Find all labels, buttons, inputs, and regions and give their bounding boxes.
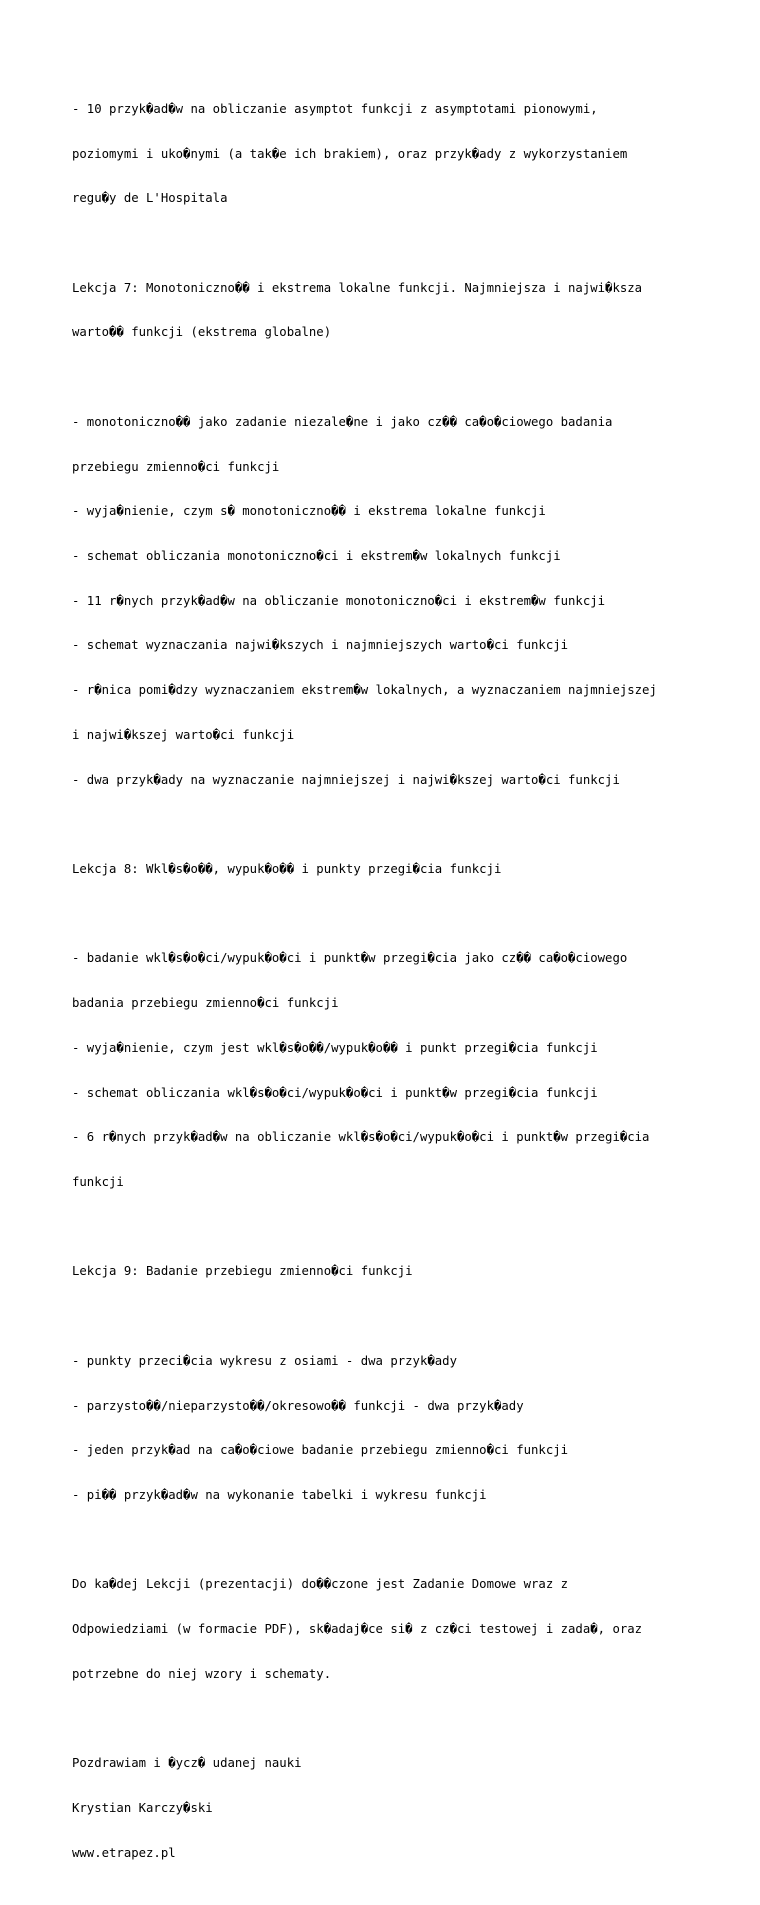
- document-page: [72, 72, 712, 1905]
- text-line: - dwa przyk�ady na wyznaczanie najmniejszej i najwi�kszej warto�ci funkcji: [72, 772, 620, 787]
- homework-note: [72, 1548, 712, 1712]
- text-line: - monotoniczno�� jako zadanie niezale�ne i jako cz�� ca�o�ciowego badania: [72, 414, 613, 429]
- text-line: - r�nica pomi�dzy wyznaczaniem ekstrem�w lokalnych, a wyznaczaniem najmniejszej: [72, 683, 657, 698]
- text-line: i najwi�kszej warto�ci funkcji: [72, 727, 295, 742]
- text-line: - wyja�nienie, czym s� monotoniczno�� i ekstrema lokalne funkcji: [72, 504, 546, 519]
- text-line: - schemat obliczania wkl�s�o�ci/wypuk�o�ci i punkt�w przegi�cia funkcji: [72, 1085, 598, 1100]
- text-line: - badanie wkl�s�o�ci/wypuk�o�ci i punkt�w przegi�cia jako cz�� ca�o�ciowego: [72, 951, 628, 966]
- signature-block: [72, 1726, 712, 1890]
- text-line: - pi�� przyk�ad�w na wykonanie tabelki i wykresu funkcji: [72, 1488, 487, 1502]
- text-line: - 11 r�nych przyk�ad�w na obliczanie monotoniczno�ci i ekstrem�w funkcji: [72, 593, 606, 608]
- text-line: - jeden przyk�ad na ca�o�ciowe badanie przebiegu zmienno�ci funkcji: [72, 1443, 569, 1458]
- text-line: potrzebne do niej wzory i schematy.: [72, 1666, 332, 1681]
- text-line: Do ka�dej Lekcji (prezentacji) do��czone jest Zadanie Domowe wraz z: [72, 1577, 569, 1592]
- text-line: - wyja�nienie, czym jest wkl�s�o��/wypuk�o�� i punkt przegi�cia funkcji: [72, 1040, 598, 1055]
- text-line: - schemat wyznaczania najwi�kszych i najmniejszych warto�ci funkcji: [72, 638, 569, 653]
- text-line: Lekcja 9: Badanie przebiegu zmienno�ci funkcji: [72, 1264, 413, 1279]
- text-line: warto�� funkcji (ekstrema globalne): [72, 325, 332, 340]
- lesson-9-heading: [72, 1235, 712, 1310]
- text-line: - punkty przeci�cia wykresu z osiami - dwa przyk�ady: [72, 1353, 457, 1368]
- text-line: - 6 r�nych przyk�ad�w na obliczanie wkl�s�o�ci/wypuk�o�ci i punkt�w przegi�cia: [72, 1130, 650, 1145]
- lesson-8-topics: [72, 922, 712, 1220]
- text-line: regu�y de L'Hospitala: [72, 191, 228, 206]
- author-name: Krystian Karczy�ski: [72, 1801, 213, 1815]
- text-line: - parzysto��/nieparzysto��/okresowo�� funkcji - dwa przyk�ady: [72, 1398, 524, 1413]
- text-line: funkcji: [72, 1175, 124, 1189]
- lesson-7-topics: [72, 385, 712, 817]
- lesson-7-heading: [72, 251, 712, 370]
- text-line: poziomymi i uko�nymi (a tak�e ich brakiem), oraz przyk�ady z wykorzystaniem: [72, 146, 628, 161]
- lesson-8-heading: [72, 832, 712, 907]
- text-line: - schemat obliczania monotoniczno�ci i ekstrem�w lokalnych funkcji: [72, 548, 561, 563]
- text-line: badania przebiegu zmienno�ci funkcji: [72, 996, 339, 1011]
- text-line: Lekcja 8: Wkl�s�o��, wypuk�o�� i punkty przegi�cia funkcji: [72, 861, 502, 876]
- text-line: - 10 przyk�ad�w na obliczanie asymptot funkcji z asymptotami pionowymi,: [72, 101, 598, 116]
- paragraph-asymptotes-examples: [72, 72, 712, 236]
- website-text: www.etrapez.pl: [72, 1845, 176, 1860]
- text-line: Odpowiedziami (w formacie PDF), sk�adaj�ce si� z cz�ci testowej i zada�, oraz: [72, 1622, 643, 1637]
- text-line: Lekcja 7: Monotoniczno�� i ekstrema lokalne funkcji. Najmniejsza i najwi�ksza: [72, 280, 643, 295]
- text-line: Pozdrawiam i �ycz� udanej nauki: [72, 1756, 302, 1771]
- lesson-9-topics: [72, 1324, 712, 1533]
- text-line: przebiegu zmienno�ci funkcji: [72, 459, 280, 474]
